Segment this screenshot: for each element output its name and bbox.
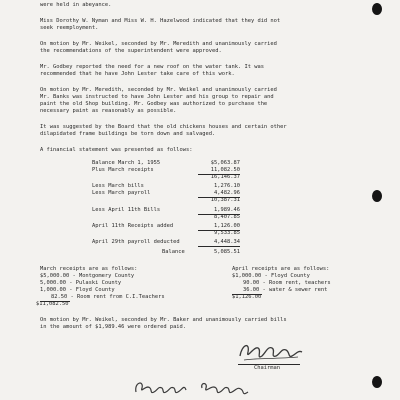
april-receipts-total: $1,126.00	[232, 294, 262, 300]
binder-hole-top	[372, 3, 382, 15]
text-line: paint the old Shop building. Mr. Godbey was authorized to purchase the	[40, 101, 268, 107]
text-line: dilapidated frame buildings be torn down and salvaged.	[40, 131, 216, 137]
clerk-signature	[130, 378, 260, 400]
text-line: necessary paint as reasonably as possible.	[40, 108, 177, 114]
april-receipt-line: 90.00 - Room rent, teachers	[243, 280, 331, 286]
statement-label: Balance	[162, 249, 185, 255]
march-receipt-line: 1,000.00 - Floyd County	[40, 287, 115, 293]
binder-hole-bottom	[372, 376, 382, 388]
statement-label: Less April 11th Bills	[92, 207, 161, 213]
chairman-signature	[236, 336, 306, 366]
text-line: A financial statement was presented as follows:	[40, 147, 193, 153]
statement-amount: 1,989.46	[214, 207, 240, 213]
statement-amount: 4,448.34	[214, 239, 240, 245]
binder-hole-middle	[372, 190, 382, 202]
statement-amount: 1,126.00	[214, 223, 240, 229]
april-receipts-header: April receipts are as follows:	[232, 266, 330, 272]
text-line: On motion by Mr. Meredith, seconded by Mr. Weikel and unanimously carried	[40, 87, 277, 93]
statement-amount: 16,146.37	[210, 174, 240, 180]
text-line: On motion by Mr. Weikel, seconded by Mr. Meredith and unanimously carried	[40, 41, 277, 47]
statement-amount: 5,085.51	[214, 249, 240, 255]
statement-label: Balance March 1, 1955	[92, 160, 161, 166]
april-receipt-line: $1,000.00 - Floyd County	[232, 273, 310, 279]
text-line: Miss Dorothy W. Nyman and Miss W. H. Hazelwood indicated that they did not	[40, 18, 281, 24]
text-line: were held in abeyance.	[40, 2, 112, 8]
text-line: the recommendations of the superintendent were approved.	[40, 48, 222, 54]
statement-label: April 11th Receipts added	[92, 223, 174, 229]
statement-amount: 4,482.96	[214, 190, 240, 196]
march-receipt-line: 82.50 - Room rent from C.I.Teachers	[51, 294, 165, 300]
march-receipt-line: 5,000.00 - Pulaski County	[40, 280, 122, 286]
text-line: Mr. Banks was instructed to have John Lester and his group to repair and	[40, 94, 274, 100]
statement-label: Less March bills	[92, 183, 144, 189]
statement-label: Less March payroll	[92, 190, 151, 196]
text-line: seek reemployment.	[40, 25, 99, 31]
statement-amount: $5,063.87	[210, 160, 240, 166]
text-line: recommended that he have John Lester take care of this work.	[40, 71, 235, 77]
march-receipt-line: $5,000.00 - Montgomery County	[40, 273, 135, 279]
statement-label: April 29th payroll deducted	[92, 239, 180, 245]
text-line: Mr. Godbey reported the need for a new roof on the water tank. It was	[40, 64, 264, 70]
text-line: in the amount of $1,989.46 were ordered paid.	[40, 324, 187, 330]
statement-amount: 1,276.10	[214, 183, 240, 189]
march-receipts-header: March receipts are as follows:	[40, 266, 138, 272]
statement-amount: 11,082.50	[210, 167, 240, 173]
sum-rule	[198, 246, 240, 247]
statement-label: Plus March receipts	[92, 167, 154, 173]
text-line: On motion by Mr. Weikel, seconded by Mr. Baker and unanimously carried bills	[40, 317, 287, 323]
statement-amount: 9,533.85	[214, 230, 240, 236]
statement-amount: 8,407.85	[214, 214, 240, 220]
chairman-label: Chairman	[254, 365, 280, 371]
statement-amount: 10,387.31	[210, 197, 240, 203]
march-receipts-total: $11,082.50	[36, 301, 69, 307]
april-receipt-line: 36.00 - water & sewer rent	[243, 287, 328, 293]
text-line: It was suggested by the Board that the old chickens houses and certain other	[40, 124, 287, 130]
